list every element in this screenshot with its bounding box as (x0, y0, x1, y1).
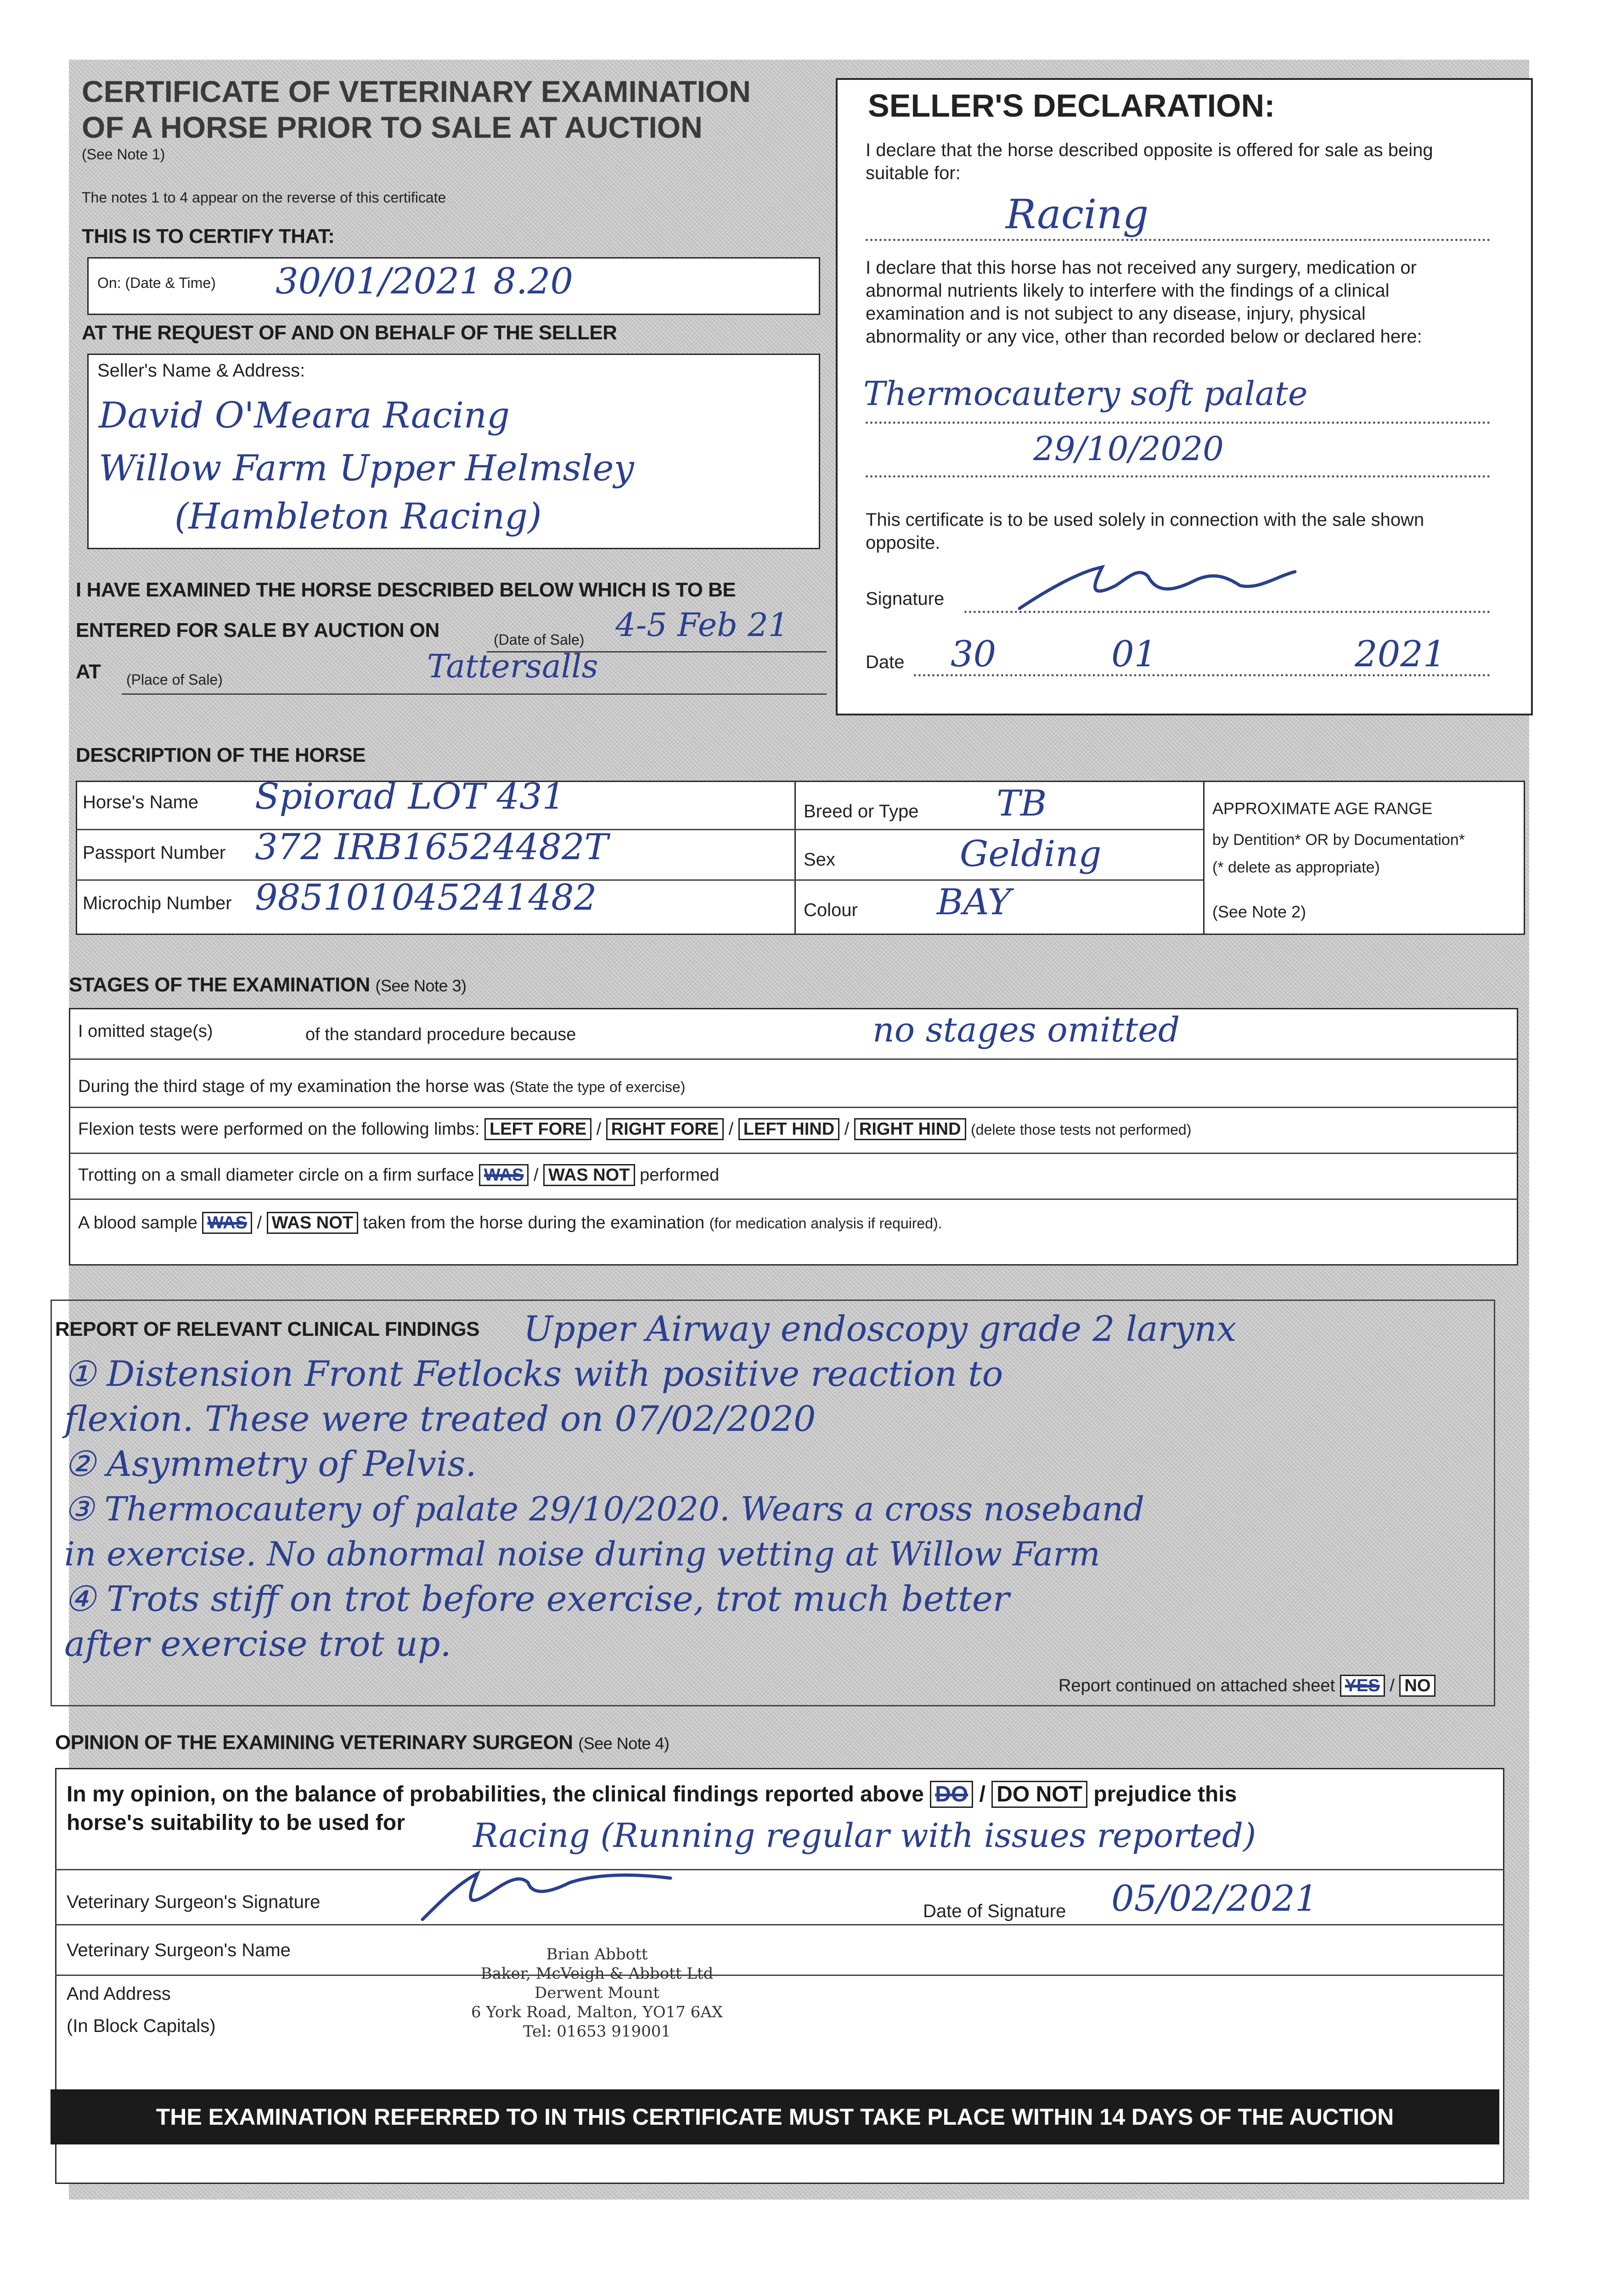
opinion-heading-note: (See Note 4) (578, 1734, 670, 1753)
stamp-line-3: Derwent Mount (535, 1984, 659, 2002)
seller-line-1: David O'Meara Racing (99, 395, 510, 436)
stamp-line-1: Brian Abbott (546, 1945, 648, 1964)
opinion-heading (55, 1731, 669, 1754)
age-by: by Dentition* OR by Documentation* (1212, 831, 1465, 849)
seller-line-3: (Hambleton Racing) (175, 496, 542, 537)
declaration-date-day: 30 (951, 634, 996, 675)
declaration-text-2-line-2: abnormal nutrients likely to interfere with the findings of a clinical (866, 281, 1390, 301)
seller-signature (1010, 558, 1332, 618)
flexion-label: Flexion tests were performed on the following limbs: (78, 1120, 480, 1139)
breed-label: Breed or Type (804, 801, 919, 822)
omitted-label-2: of the standard procedure because (305, 1025, 576, 1044)
date-of-signature-label: Date of Signature (923, 1901, 1066, 1921)
description-row-line-2 (76, 879, 1203, 881)
microchip-label: Microchip Number (83, 893, 232, 913)
vet-name-label: Veterinary Surgeon's Name (67, 1940, 291, 1960)
declared-line-1: Thermocautery soft palate (863, 374, 1308, 413)
stages-heading-note: (See Note 3) (375, 976, 467, 995)
report-continued-no[interactable]: NO (1399, 1675, 1435, 1697)
suitable-for-line (866, 239, 1490, 241)
omitted-value: no stages omitted (873, 1010, 1180, 1050)
opinion-text-3: horse's suitability to be used for (67, 1811, 405, 1835)
place-line (122, 693, 827, 695)
passport-label: Passport Number (83, 843, 226, 863)
opinion-text-2: prejudice this (1093, 1782, 1237, 1806)
description-row-line-1 (76, 829, 1203, 830)
report-findings (64, 1306, 1236, 1666)
report-line-2: ① Distension Front Fetlocks with positive reaction to (64, 1353, 1003, 1394)
age-delete: (* delete as appropriate) (1212, 859, 1380, 876)
report-line-1: Upper Airway endoscopy grade 2 larynx (524, 1308, 1237, 1349)
blood-was[interactable]: WAS (202, 1212, 252, 1234)
report-continued-yes[interactable]: YES (1340, 1675, 1385, 1697)
description-heading: DESCRIPTION OF THE HORSE (76, 744, 366, 766)
date-label: Date (866, 652, 905, 672)
declaration-text-1a: I declare that the horse described opposite is offered for sale as being (866, 140, 1433, 160)
report-continued-row: Report continued on attached sheet YES / NO (1058, 1676, 1435, 1696)
seller-label: Seller's Name & Address: (97, 360, 305, 381)
trotting-was-not[interactable]: WAS NOT (543, 1164, 635, 1186)
opinion-heading-text: OPINION OF THE EXAMINING VETERINARY SURGEON (55, 1731, 573, 1754)
report-line-8: after exercise trot up. (64, 1623, 451, 1664)
place-label: (Place of Sale) (126, 671, 223, 688)
stages-row-line-3 (69, 1153, 1518, 1154)
breed-value: TB (996, 783, 1047, 824)
place-value: Tattersalls (427, 647, 598, 685)
notes-text: The notes 1 to 4 appear on the reverse of this certificate (82, 189, 446, 206)
third-stage-text: During the third stage of my examination the horse was (78, 1077, 505, 1096)
opinion-row-line-1 (55, 1869, 1504, 1870)
stamp-line-2: Baker, McVeigh & Abbott Ltd (480, 1964, 714, 1983)
opinion-row-line-2 (55, 1924, 1504, 1925)
declaration-text-2-line-1: I declare that this horse has not received any surgery, medication or (866, 258, 1417, 278)
report-line-3: flexion. These were treated on 07/02/2020 (64, 1398, 816, 1439)
seller-line-2: Willow Farm Upper Helmsley (99, 448, 634, 489)
date-of-sale-label: (Date of Sale) (494, 631, 585, 648)
report-line-7: ④ Trots stiff on trot before exercise, trot much better (64, 1578, 1010, 1619)
declaration-date-month: 01 (1111, 634, 1157, 675)
limb-right-hind[interactable]: RIGHT HIND (854, 1118, 966, 1140)
description-divider-1 (794, 781, 796, 935)
opinion-text-row: In my opinion, on the balance of probabilities, the clinical findings reported above DO / DO NOT prejudice this (67, 1782, 1237, 1807)
report-continued-label: Report continued on attached sheet (1058, 1676, 1335, 1695)
footer-text: THE EXAMINATION REFERRED TO IN THIS CERTIFICATE MUST TAKE PLACE WITHIN 14 DAYS OF THE AUCTION (156, 2104, 1394, 2130)
declaration-text-3a: This certificate is to be used solely in connection with the sale shown (866, 510, 1424, 530)
vet-signature (413, 1864, 712, 1924)
colour-value: BAY (937, 882, 1011, 923)
stamp-line-4: 6 York Road, Malton, YO17 6AX (471, 2003, 723, 2021)
declared-line-2: 29/10/2020 (1033, 429, 1224, 468)
declaration-date-year: 2021 (1355, 634, 1446, 675)
declaration-text-2 (866, 256, 1422, 348)
horse-name-label: Horse's Name (83, 792, 199, 812)
limb-right-fore[interactable]: RIGHT FORE (606, 1118, 724, 1140)
limb-left-hind[interactable]: LEFT HIND (738, 1118, 839, 1140)
declaration-text-2-line-4: abnormality or any vice, other than recorded below or declared here: (866, 326, 1422, 347)
trotting-was[interactable]: WAS (479, 1164, 529, 1186)
stages-row-line-2 (69, 1107, 1518, 1108)
vet-stamp (436, 1945, 758, 2041)
declaration-text-3b: opposite. (866, 533, 940, 553)
footer-band (51, 2089, 1499, 2144)
blood-was-not[interactable]: WAS NOT (267, 1212, 358, 1234)
suitable-for-value: Racing (1006, 191, 1149, 238)
opinion-text-1: In my opinion, on the balance of probabilities, the clinical findings reported above (67, 1782, 924, 1806)
at-label: AT (76, 660, 101, 683)
microchip-value: 985101045241482 (255, 877, 597, 918)
age-note: (See Note 2) (1212, 902, 1306, 921)
on-label: On: (Date & Time) (97, 275, 216, 291)
passport-value: 372 IRB16524482T (255, 827, 608, 868)
opinion-use-value: Racing (Running regular with issues reported) (473, 1816, 1256, 1855)
trotting-performed: performed (640, 1165, 720, 1185)
third-stage-label (78, 1077, 685, 1097)
blood-row: A blood sample WAS / WAS NOT taken from the horse during the examination (for medication analysis if required). (78, 1213, 942, 1233)
blood-label: A blood sample (78, 1213, 197, 1232)
address-label-2: (In Block Capitals) (67, 2016, 216, 2036)
description-divider-2 (1203, 781, 1205, 935)
declaration-text-2-line-3: examination and is not subject to any disease, injury, physical (866, 304, 1366, 324)
stages-row-line-4 (69, 1199, 1518, 1200)
declared-dots-2 (866, 475, 1490, 478)
stages-heading (69, 974, 467, 996)
certificate-title (82, 73, 751, 145)
seller-declaration-heading: SELLER'S DECLARATION: (868, 88, 1275, 124)
sex-label: Sex (804, 850, 835, 870)
omitted-label: I omitted stage(s) (78, 1022, 213, 1041)
report-heading: REPORT OF RELEVANT CLINICAL FINDINGS (55, 1318, 479, 1340)
age-heading: APPROXIMATE AGE RANGE (1212, 799, 1433, 818)
see-note-1: (See Note 1) (82, 146, 165, 163)
horse-name-value: Spiorad LOT 431 (255, 776, 565, 817)
blood-text: taken from the horse during the examination (363, 1213, 705, 1232)
report-line-4: ② Asymmetry of Pelvis. (64, 1443, 477, 1484)
examined-line-2: ENTERED FOR SALE BY AUCTION ON (76, 619, 439, 642)
declaration-text-1b: suitable for: (866, 163, 961, 183)
on-value: 30/01/2021 8.20 (276, 261, 574, 302)
opinion-do-not[interactable]: DO NOT (991, 1781, 1087, 1808)
request-heading: AT THE REQUEST OF AND ON BEHALF OF THE SELLER (82, 321, 617, 344)
opinion-do[interactable]: DO (930, 1781, 973, 1808)
examined-line-1: I HAVE EXAMINED THE HORSE DESCRIBED BELOW WHICH IS TO BE (76, 579, 736, 601)
sex-value: Gelding (960, 833, 1102, 875)
date-of-signature-value: 05/02/2021 (1111, 1878, 1318, 1919)
limb-left-fore[interactable]: LEFT FORE (484, 1118, 591, 1140)
title-line-2: OF A HORSE PRIOR TO SALE AT AUCTION (82, 110, 703, 144)
certify-heading: THIS IS TO CERTIFY THAT: (82, 225, 335, 248)
date-of-sale-value: 4-5 Feb 21 (615, 606, 789, 644)
report-line-6: in exercise. No abnormal noise during vetting at Willow Farm (64, 1535, 1100, 1573)
trotting-row: Trotting on a small diameter circle on a firm surface WAS / WAS NOT performed (78, 1165, 719, 1185)
stages-heading-text: STAGES OF THE EXAMINATION (69, 974, 370, 996)
third-stage-note: (State the type of exercise) (509, 1079, 686, 1095)
stamp-line-5: Tel: 01653 919001 (523, 2022, 671, 2041)
report-line-5: ③ Thermocautery of palate 29/10/2020. Wears a cross noseband (64, 1490, 1145, 1528)
blood-note: (for medication analysis if required). (709, 1215, 942, 1232)
trotting-label: Trotting on a small diameter circle on a firm surface (78, 1165, 474, 1185)
declared-dots-1 (866, 422, 1490, 424)
address-label-1: And Address (67, 1984, 171, 2004)
title-line-1: CERTIFICATE OF VETERINARY EXAMINATION (82, 74, 751, 108)
flexion-note: (delete those tests not performed) (971, 1121, 1192, 1138)
vet-signature-label: Veterinary Surgeon's Signature (67, 1892, 321, 1912)
signature-label: Signature (866, 589, 945, 609)
stages-row-line-1 (69, 1058, 1518, 1060)
opinion-row-line-3 (55, 1975, 1504, 1976)
colour-label: Colour (804, 900, 858, 920)
flexion-row: Flexion tests were performed on the following limbs: LEFT FORE / RIGHT FORE / LEFT HIND / RIGHT HIND (delete those tests not performed) (78, 1120, 1191, 1139)
